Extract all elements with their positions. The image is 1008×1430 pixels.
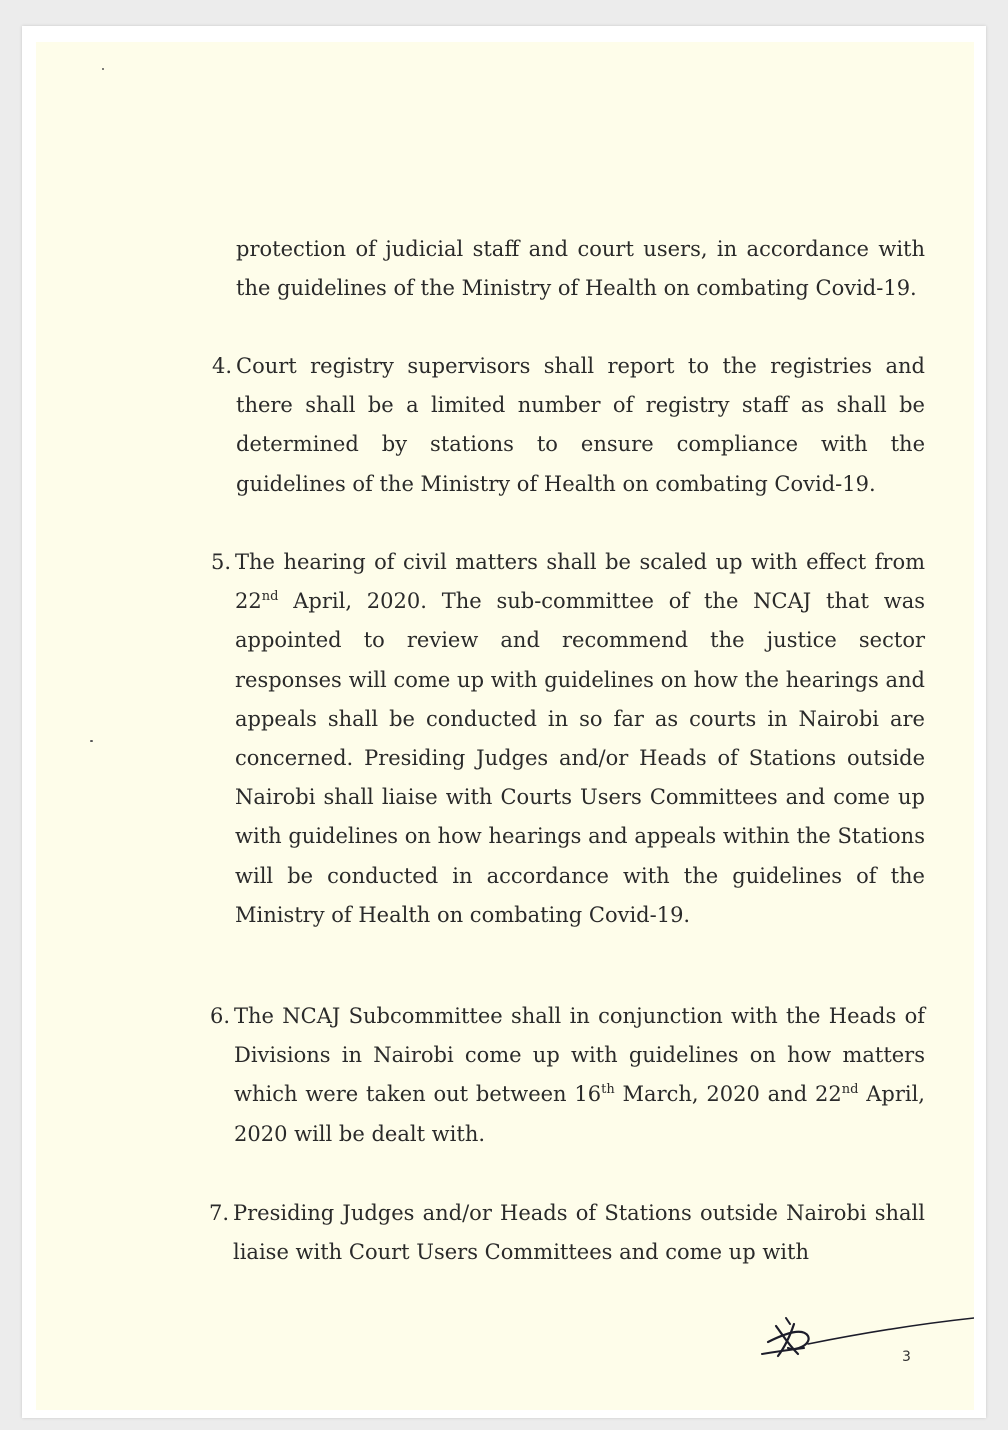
list-item-text: The hearing of civil matters shall be scaled up with effect from 22 bbox=[235, 550, 925, 614]
list-item bbox=[211, 347, 925, 504]
list-item-text: Court registry supervisors shall report to the registries and there shall be a limited number of registry staff as shall be determined by stations to ensure compliance with the guidelines of the Ministry of Health on combating Covid-19. bbox=[236, 354, 925, 496]
paragraph-text: protection of judicial staff and court users, in accordance with the guidelines of the Ministry of Health on combating Covid-19. bbox=[236, 237, 925, 301]
page-number: 3 bbox=[902, 1349, 911, 1365]
ordinal-suffix: nd bbox=[261, 589, 279, 605]
list-item bbox=[209, 997, 925, 1154]
list-item-text: March, 2020 and 22 bbox=[614, 1082, 842, 1107]
list-item-text: April, 2020. The sub-committee of the NCAJ that was appointed to review and recommend the justice sector responses will come up with guidelines on how the hearings and appeals shall be conducted in so far as courts in Nairobi are concerned. Presiding Judges and/or Heads of Stations outside Nairobi shall liaise with Courts Users Committees and come up with guidelines on how hearings and appeals within the Stations will be conducted in accordance with the guidelines of the Ministry of Health on combating Covid-19. bbox=[235, 589, 925, 927]
scan-speck bbox=[102, 68, 104, 70]
list-item bbox=[210, 543, 925, 935]
list-item-number: 4. bbox=[211, 354, 232, 378]
paragraph-continuation bbox=[236, 230, 925, 308]
list-item-text: The NCAJ Subcommittee shall in conjunction with the Heads of Divisions in Nairobi come up with guidelines on how matters which were taken out between 16 bbox=[234, 1004, 925, 1107]
list-item-number: 6. bbox=[209, 1004, 230, 1028]
signature bbox=[748, 1314, 974, 1364]
list-item bbox=[208, 1194, 925, 1272]
scan-speck bbox=[90, 740, 93, 742]
paper-sheet bbox=[22, 26, 986, 1418]
list-item-text: Presiding Judges and/or Heads of Stations outside Nairobi shall liaise with Court Users Committees and come up with bbox=[233, 1201, 925, 1265]
list-item-number: 5. bbox=[210, 550, 231, 574]
list-item-number: 7. bbox=[208, 1201, 229, 1225]
list-item-text: April, 2020 will be dealt with. bbox=[234, 1082, 925, 1146]
ordinal-suffix: nd bbox=[841, 1082, 859, 1098]
ordinal-suffix: th bbox=[601, 1082, 615, 1098]
document-page bbox=[36, 42, 974, 1410]
